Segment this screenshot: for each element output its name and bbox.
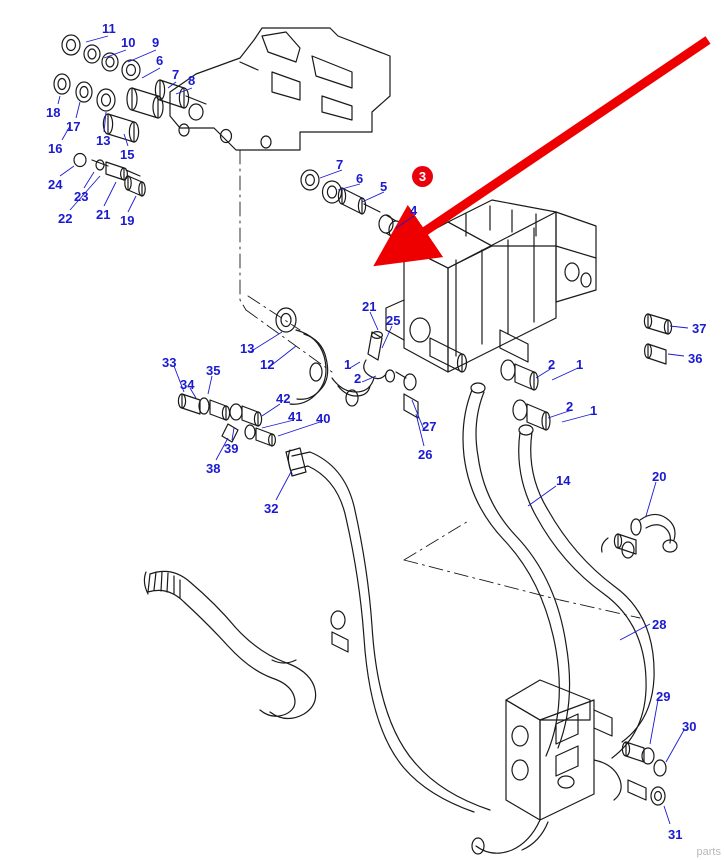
callout-37: 37 [692, 321, 707, 336]
callout-31: 31 [668, 827, 683, 842]
control-valve-block [386, 200, 596, 372]
callout-1-b: 1 [576, 357, 584, 372]
mounting-bracket [170, 28, 390, 150]
callout-40: 40 [316, 411, 331, 426]
callout-27: 27 [422, 419, 437, 434]
callout-33: 33 [162, 355, 177, 370]
callout-29: 29 [656, 689, 671, 704]
callout-35: 35 [206, 363, 221, 378]
highlight-badge: 3 [412, 166, 433, 187]
hose-14 [463, 383, 570, 756]
callout-6-mid: 6 [356, 171, 364, 186]
corrugated-hose [144, 571, 348, 718]
callout-23: 23 [74, 189, 89, 204]
hose-12 [276, 308, 374, 406]
callout-34: 34 [180, 377, 195, 392]
hose-32 [286, 448, 490, 812]
callout-7-mid: 7 [336, 157, 344, 172]
elbow-fitting-20 [602, 514, 677, 558]
callout-16: 16 [48, 141, 63, 156]
lower-manifold-block [472, 680, 621, 854]
callout-5: 5 [380, 179, 388, 194]
callout-1-c: 1 [590, 403, 598, 418]
callout-8: 8 [188, 73, 196, 88]
callout-14: 14 [556, 473, 571, 488]
callout-2-c: 2 [566, 399, 574, 414]
callout-6-top: 6 [156, 53, 164, 68]
plug-parts [644, 314, 671, 364]
callout-15: 15 [120, 147, 135, 162]
valve-adapters [364, 332, 550, 430]
callout-36: 36 [688, 351, 703, 366]
callout-12: 12 [260, 357, 275, 372]
highlight-arrow [418, 40, 708, 236]
callout-30: 30 [682, 719, 697, 734]
callout-22: 22 [58, 211, 73, 226]
callout-26: 26 [418, 447, 433, 462]
callout-10: 10 [121, 35, 136, 50]
callout-7-top: 7 [172, 67, 180, 82]
callout-28: 28 [652, 617, 667, 632]
bolt-stack-29-31 [622, 742, 666, 805]
callout-1-a: 1 [344, 357, 352, 372]
callout-19: 19 [120, 213, 135, 228]
callout-13-mid: 13 [240, 341, 255, 356]
callout-38: 38 [206, 461, 221, 476]
callout-21-top: 21 [96, 207, 111, 222]
callout-39: 39 [224, 441, 239, 456]
callout-4: 4 [410, 203, 418, 218]
callout-41: 41 [288, 409, 303, 424]
left-fitting-cluster [178, 394, 275, 446]
callout-21-mid: 21 [362, 299, 377, 314]
callout-24: 24 [48, 177, 63, 192]
fitting-group-4567 [301, 170, 403, 239]
callout-25: 25 [386, 313, 401, 328]
callout-18: 18 [46, 105, 61, 120]
washer-stack-group [54, 35, 189, 196]
callout-17: 17 [66, 119, 81, 134]
callout-9: 9 [152, 35, 160, 50]
callout-32: 32 [264, 501, 279, 516]
watermark-text: parts [696, 846, 721, 858]
callout-42: 42 [276, 391, 291, 406]
callout-20: 20 [652, 469, 667, 484]
callout-13-top: 13 [96, 133, 111, 148]
callout-2-b: 2 [548, 357, 556, 372]
callout-11: 11 [102, 21, 116, 36]
callout-2-a: 2 [354, 371, 362, 386]
